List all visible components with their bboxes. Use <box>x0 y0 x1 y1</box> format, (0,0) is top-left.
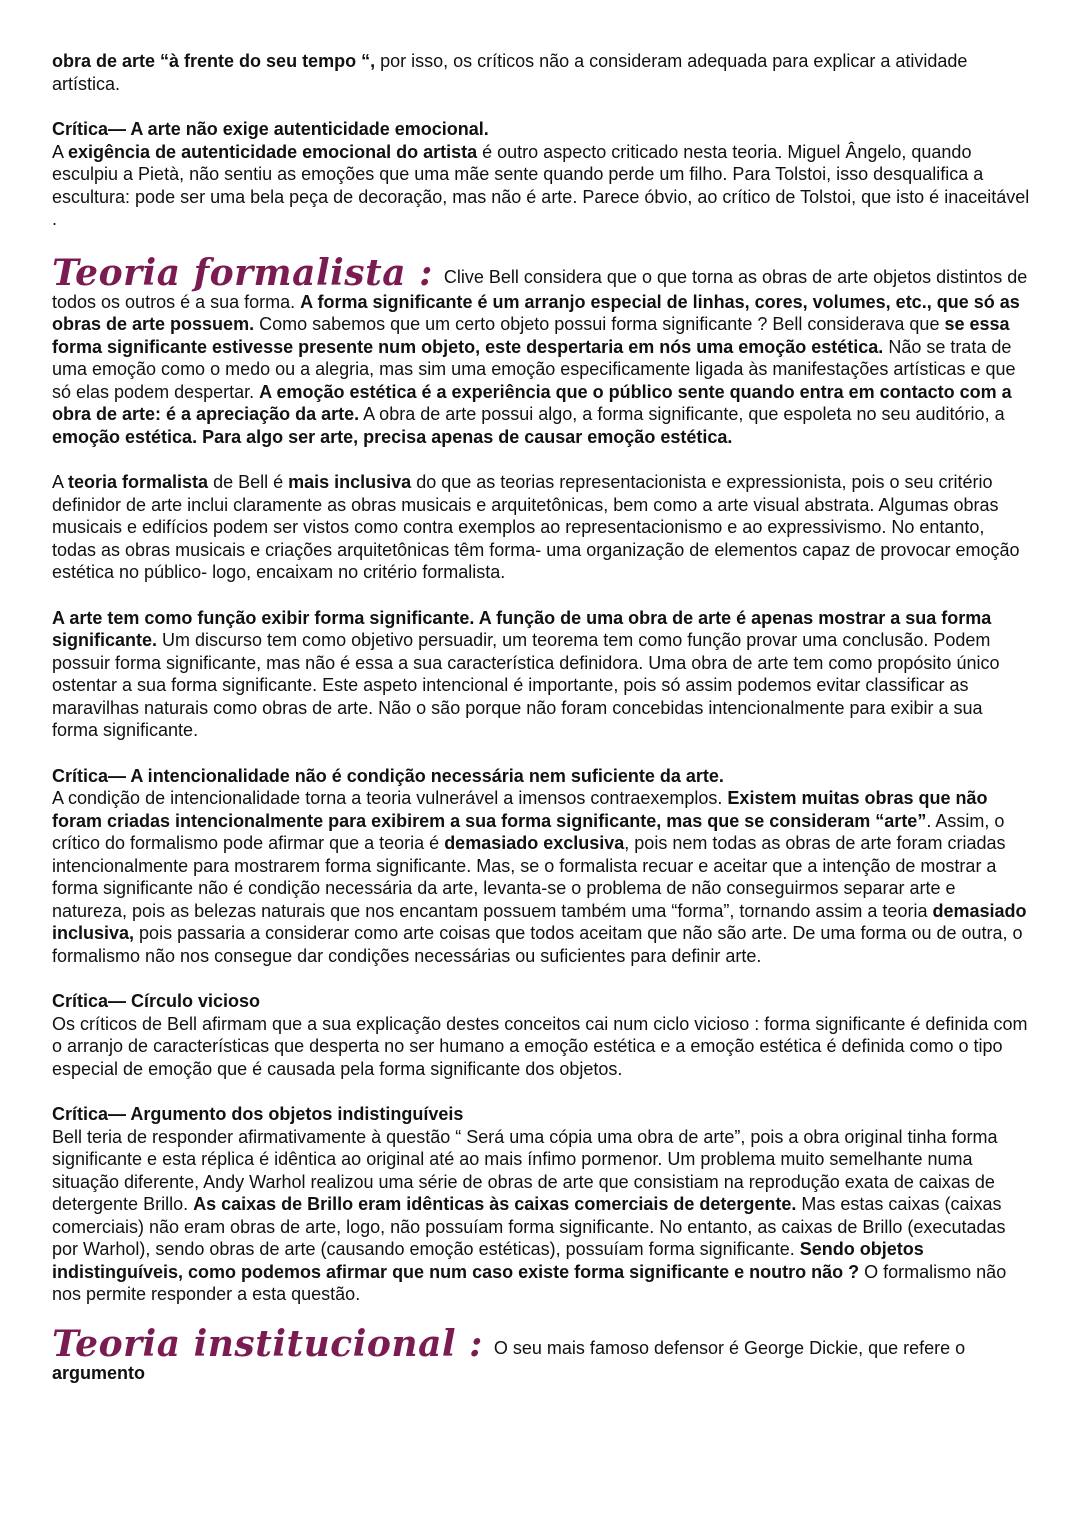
critique-title-emotional-authenticity: Crítica— A arte não exige autenticidade emocional. <box>52 119 489 139</box>
paragraph-institutional-theory: Teoria institucional : O seu mais famoso defensor é George Dickie, que refere o argumento <box>52 1322 966 1383</box>
paragraph-more-inclusive: A teoria formalista de Bell é mais inclusiva do que as teorias representacionista e expressionista, pois o seu critério definidor de arte inclui claramente as obras musicais e arquitetônicas, bem como a arte visual abstrata. Algumas obras musicais e edifícios podem ser vistos como contra exemplos ao representacionismo e ao expressivismo. No entanto, todas as obras musicais e criações arquitetônicas têm forma- uma organização de elementos capaz de provocar emoção estética no público- logo, encaixam no critério formalista. <box>52 472 1020 582</box>
paragraph-indistinguishable-objects: Bell teria de responder afirmativamente à questão “ Será uma cópia uma obra de arte”, pois a obra original tinha forma significante e esta réplica é idêntica ao original até ao mais ínfimo pormenor. Um problema muito semelhante numa situação diferente, Andy Warhol realizou uma série de obras de arte que consistiam na reprodução exata de caixas de detergente Brillo. As caixas de Brillo eram idênticas às caixas comerciais de detergente. Mas estas caixas (caixas comerciais) não eram obras de arte, logo, não possuíam forma significante. No entanto, as caixas de Brillo (executadas por Warhol), sendo obras de arte (causando emoção estéticas), possuíam forma significante. Sendo objetos indistinguíveis, como podemos afirmar que num caso existe forma significante e noutro não ? O formalismo não nos permite responder a esta questão. <box>52 1126 1007 1304</box>
critique-title-vicious-circle: Crítica— Círculo vicioso <box>52 991 261 1011</box>
section-heading-institutional: Teoria institucional : <box>52 1322 483 1365</box>
paragraph-formalist-theory: Teoria formalista : Clive Bell considera que o que torna as obras de arte objetos distintos de todos os outros é a sua forma. A forma significante é um arranjo especial de linhas, cores, volumes, etc., que só as obras de arte possuem. Como sabemos que um certo objeto possui forma significante ? Bell considerava que se essa forma significante estivesse presente num objeto, este despertaria em nós uma emoção estética. Não se trata de uma emoção como o medo ou a alegria, mas sim uma emoção especificamente ligada às manifestações artísticas e que só elas podem despertar. A emoção estética é a experiência que o público sente quando entra em contacto com a obra de arte: é a apreciação da arte. A obra de arte possui algo, a forma significante, que espoleta no seu auditório, a emoção estética. Para algo ser arte, precisa apenas de causar emoção estética. <box>52 251 1028 447</box>
paragraph-intro <box>52 50 1030 95</box>
section-heading-formalist: Teoria formalista : <box>52 251 433 294</box>
paragraph-function-of-art: A arte tem como função exibir forma significante. A função de uma obra de arte é apenas mostrar a sua forma significante. Um discurso tem como objetivo persuadir, um teorema tem como função provar uma conclusão. Podem possuir forma significante, mas não é essa a sua característica definidora. Uma obra de arte tem como propósito único ostentar a sua forma significante. Este aspeto intencional é importante, pois só assim podemos evitar classificar as maravilhas naturais como obras de arte. Não o são porque não foram concebidas intencionalmente para exibir a sua forma significante. <box>52 607 1000 740</box>
critique-title-indistinguishable-objects: Crítica— Argumento dos objetos indistinguíveis <box>52 1104 464 1124</box>
text: por isso, os críticos não a consideram adequada para explicar a atividade artística. <box>52 51 968 94</box>
critique-title-intentionality: Crítica— A intencionalidade não é condição necessária nem suficiente da arte. <box>52 765 724 786</box>
paragraph-intentionality: A condição de intencionalidade torna a teoria vulnerável a imensos contraexemplos. Existem muitas obras que não foram criadas intencionalmente para exibirem a sua forma significante, mas que se consideram “arte”. Assim, o crítico do formalismo pode afirmar que a teoria é demasiado exclusiva, pois nem todas as obras de arte foram criadas intencionalmente para mostrarem forma significante. Mas, se o formalista recuar e aceitar que a intenção de mostrar a forma significante não é condição necessária da arte, levanta-se o problema de não conseguirmos separar arte e natureza, pois as belezas naturais que nos encantam possuem também uma “forma”, tornando assim a teoria demasiado inclusiva, pois passaria a considerar como arte coisas que todos aceitam que não são arte. De uma forma ou de outra, o formalismo não nos consegue dar condições necessárias ou suficientes para definir arte. <box>52 788 1027 966</box>
paragraph-emotional-authenticity: A exigência de autenticidade emocional do artista é outro aspecto criticado nesta teoria. Miguel Ângelo, quando esculpiu a Pietà, não sentiu as emoções que uma mãe sente quando perde um filho. Para Tolstoi, isso desqualifica a escultura: pode ser uma bela peça de decoração, mas não é arte. Parece óbvio, ao crítico de Tolstoi, que isto é inaceitável . <box>52 141 1030 229</box>
paragraph-vicious-circle: Os críticos de Bell afirmam que a sua explicação destes conceitos cai num ciclo vicioso : forma significante é definida com o arranjo de características que desperta no ser humano a emoção estética e a emoção estética é definida como o tipo especial de emoção que é causada pela forma significante dos objetos. <box>52 1013 1028 1079</box>
bold-text: obra de arte “à frente do seu tempo “, <box>52 51 376 71</box>
